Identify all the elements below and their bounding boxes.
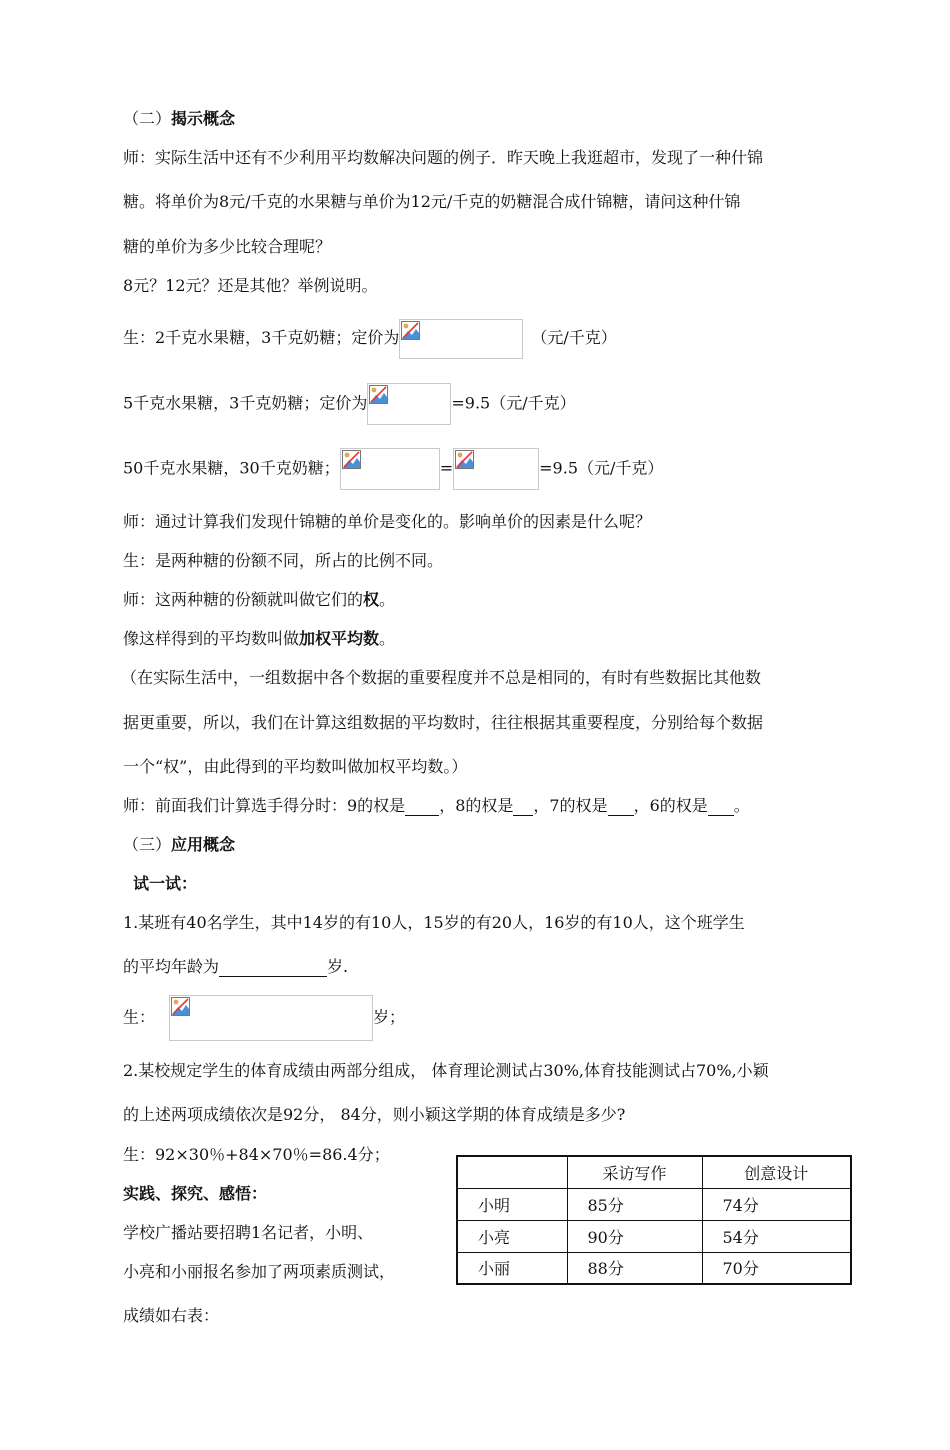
student-line-1: 生：是两种糖的份额不同，所占的比例不同。 bbox=[123, 551, 444, 570]
table-cell-score: 90分 bbox=[567, 1220, 702, 1252]
practice-line-2: 小亮和小丽报名参加了两项素质测试， bbox=[123, 1262, 396, 1281]
question-2-line-1: 2.某校规定学生的体育成绩由两部分组成， 体育理论测试占30%,体育技能测试占70%,小颖 bbox=[123, 1061, 769, 1080]
formula-image-4 bbox=[453, 448, 539, 490]
formula-image-1 bbox=[399, 319, 523, 359]
blank-weight-9 bbox=[405, 797, 439, 816]
table-cell-score: 70分 bbox=[702, 1252, 851, 1284]
table-header-row bbox=[457, 1156, 851, 1188]
image-placeholder-icon bbox=[171, 997, 190, 1016]
table-row bbox=[457, 1188, 851, 1220]
try-label: 试一试： bbox=[133, 874, 198, 893]
question-1-line-2: 的平均年龄为 岁. bbox=[123, 957, 349, 976]
example-3: 50千克水果糖，30千克奶糖； = =9.5（元/千克） bbox=[123, 448, 663, 490]
table-header-cell: 创意设计 bbox=[702, 1156, 851, 1188]
table-cell-score: 88分 bbox=[567, 1252, 702, 1284]
table-header-cell bbox=[457, 1156, 567, 1188]
question-1-line-1: 1.某班有40名学生，其中14岁的有10人，15岁的有20人，16岁的有10人，这个班学生 bbox=[123, 913, 745, 932]
practice-heading: 实践、探究、感悟： bbox=[123, 1184, 268, 1203]
teacher-line-1: 师：通过计算我们发现什锦糖的单价是变化的。影响单价的因素是什么呢？ bbox=[123, 512, 652, 531]
paragraph-1-line-3: 糖的单价为多少比较合理呢？ bbox=[123, 237, 332, 256]
table-cell-score: 85分 bbox=[567, 1188, 702, 1220]
teacher-line-4: 师：前面我们计算选手得分时：9的权是 ，8的权是 ，7的权是 ，6的权是 。 bbox=[123, 796, 750, 815]
note-line-1: （在实际生活中，一组数据中各个数据的重要程度并不总是相同的，有时有些数据比其他数 bbox=[121, 668, 762, 687]
practice-line-1: 学校广播站要招聘1名记者，小明、 bbox=[123, 1223, 374, 1242]
teacher-line-3: 像这样得到的平均数叫做加权平均数。 bbox=[123, 629, 396, 648]
image-placeholder-icon bbox=[369, 385, 388, 404]
practice-line-3: 成绩如右表： bbox=[123, 1306, 220, 1325]
answer-1: 生： 岁； bbox=[123, 995, 405, 1041]
table-cell-score: 54分 bbox=[702, 1220, 851, 1252]
formula-image-2 bbox=[367, 383, 451, 425]
blank-average-age bbox=[219, 958, 327, 977]
example-2: 5千克水果糖，3千克奶糖；定价为 =9.5（元/千克） bbox=[123, 383, 576, 425]
blank-weight-6 bbox=[708, 797, 734, 816]
image-placeholder-icon bbox=[401, 321, 420, 340]
table-cell-score: 74分 bbox=[702, 1188, 851, 1220]
example-1: 生：2千克水果糖，3千克奶糖；定价为 （元/千克） bbox=[123, 318, 617, 358]
paragraph-1-line-1: 师：实际生活中还有不少利用平均数解决问题的例子．昨天晚上我逛超市，发现了一种什锦 bbox=[123, 148, 764, 167]
table-header-cell: 采访写作 bbox=[567, 1156, 702, 1188]
table-cell-name: 小明 bbox=[457, 1188, 567, 1220]
section-2-heading: （二）揭示概念 bbox=[123, 109, 236, 128]
blank-weight-7 bbox=[608, 797, 634, 816]
image-placeholder-icon bbox=[342, 450, 361, 469]
note-line-3: 一个“权”，由此得到的平均数叫做加权平均数。） bbox=[123, 757, 468, 776]
note-line-2: 据更重要，所以，我们在计算这组数据的平均数时，往往根据其重要程度，分别给每个数据 bbox=[123, 713, 764, 732]
paragraph-2: 8元？12元？还是其他？举例说明。 bbox=[123, 276, 378, 295]
paragraph-1-line-2: 糖。将单价为8元/千克的水果糖与单价为12元/千克的奶糖混合成什锦糖，请问这种什锦 bbox=[123, 192, 741, 211]
blank-weight-8 bbox=[513, 797, 533, 816]
question-2-line-2: 的上述两项成绩依次是92分， 84分，则小颖这学期的体育成绩是多少? bbox=[123, 1105, 626, 1124]
table-row bbox=[457, 1252, 851, 1284]
score-table bbox=[456, 1155, 852, 1285]
answer-2: 生：92×30％+84×70％=86.4分； bbox=[123, 1145, 390, 1164]
table-cell-name: 小亮 bbox=[457, 1220, 567, 1252]
table-cell-name: 小丽 bbox=[457, 1252, 567, 1284]
formula-image-5 bbox=[169, 995, 373, 1041]
image-placeholder-icon bbox=[455, 450, 474, 469]
formula-image-3 bbox=[340, 448, 440, 490]
section-3-heading: （三）应用概念 bbox=[123, 835, 236, 854]
teacher-line-2: 师：这两种糖的份额就叫做它们的权。 bbox=[123, 590, 396, 609]
table-row bbox=[457, 1220, 851, 1252]
